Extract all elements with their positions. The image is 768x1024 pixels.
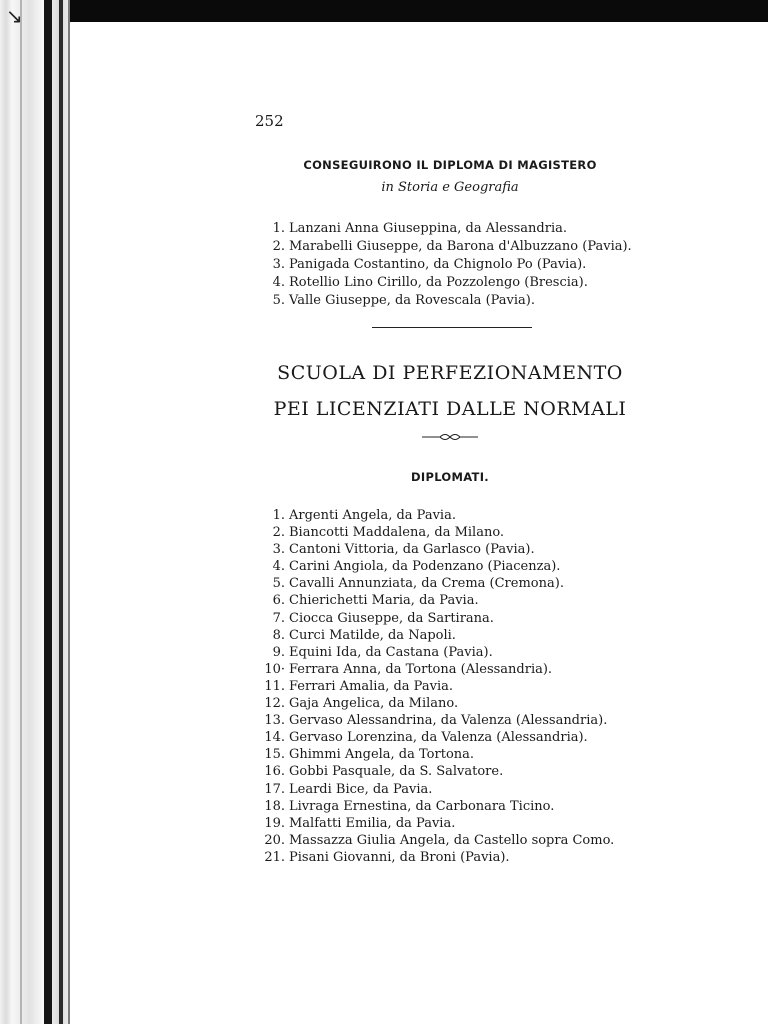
spine-line [44, 0, 52, 1024]
section-divider [372, 327, 532, 328]
spine-line [59, 0, 63, 1024]
corner-mark-icon: ↘ [6, 4, 23, 28]
list-item: 8. Curci Matilde, da Napoli. [272, 627, 456, 643]
list-item: 4. Rotellio Lino Cirillo, da Pozzolengo (Brescia). [272, 275, 588, 290]
list-item: 3. Panigada Costantino, da Chignolo Po (Pavia). [272, 257, 587, 272]
page-number: 252 [255, 112, 284, 130]
list-item: 20. Massazza Giulia Angela, da Castello sopra Como. [264, 832, 615, 848]
list-item: 1. Argenti Angela, da Pavia. [272, 508, 456, 523]
list-item: 11. Ferrari Amalia, da Pavia. [264, 678, 453, 694]
spine-line [68, 0, 70, 1024]
list-item: 2. Marabelli Giuseppe, da Barona d'Albuzzano (Pavia). [272, 239, 632, 254]
scan-top-edge [0, 0, 768, 22]
scuola-title-line2: PEI LICENZIATI DALLE NORMALI [273, 398, 627, 420]
spine-line [20, 0, 22, 1024]
list-item: 5. Cavalli Annunziata, da Crema (Cremona). [272, 576, 564, 592]
list-item: 2. Biancotti Maddalena, da Milano. [272, 525, 505, 541]
list-item: 15. Ghimmi Angela, da Tortona. [264, 747, 475, 763]
list-item: 3. Cantoni Vittoria, da Garlasco (Pavia). [272, 542, 535, 558]
magistero-list [265, 220, 632, 310]
list-item: 10· Ferrara Anna, da Tortona (Alessandria). [264, 661, 553, 677]
list-item: 18. Livraga Ernestina, da Carbonara Ticino. [264, 798, 555, 814]
list-item: 17. Leardi Bice, da Pavia. [264, 781, 433, 797]
list-item: 1. Lanzani Anna Giuseppina, da Alessandria. [272, 221, 567, 236]
list-item: 21. Pisani Giovanni, da Broni (Pavia). [264, 849, 510, 865]
scuola-title-line1: SCUOLA DI PERFEZIONAMENTO [277, 362, 623, 384]
ornament-icon [422, 430, 478, 444]
magistero-heading: CONSEGUIRONO IL DIPLOMA DI MAGISTERO [303, 158, 597, 172]
list-item: 16. Gobbi Pasquale, da S. Salvatore. [264, 764, 504, 780]
list-item: 12. Gaja Angelica, da Milano. [264, 696, 459, 712]
list-item: 4. Carini Angiola, da Podenzano (Piacenza). [272, 559, 561, 575]
book-spine [0, 0, 70, 1024]
diplomati-heading: DIPLOMATI. [411, 470, 489, 484]
list-item: 7. Ciocca Giuseppe, da Sartirana. [272, 610, 494, 626]
magistero-subheading: in Storia e Geografia [381, 180, 519, 195]
list-item: 9. Equini Ida, da Castana (Pavia). [272, 644, 493, 660]
list-item: 5. Valle Giuseppe, da Rovescala (Pavia). [272, 293, 536, 308]
diplomati-list [259, 507, 614, 866]
list-item: 6. Chierichetti Maria, da Pavia. [272, 593, 479, 609]
list-item: 19. Malfatti Emilia, da Pavia. [264, 815, 456, 831]
list-item: 14. Gervaso Lorenzina, da Valenza (Alessandria). [264, 730, 588, 746]
list-item: 13. Gervaso Alessandrina, da Valenza (Alessandria). [264, 713, 608, 729]
